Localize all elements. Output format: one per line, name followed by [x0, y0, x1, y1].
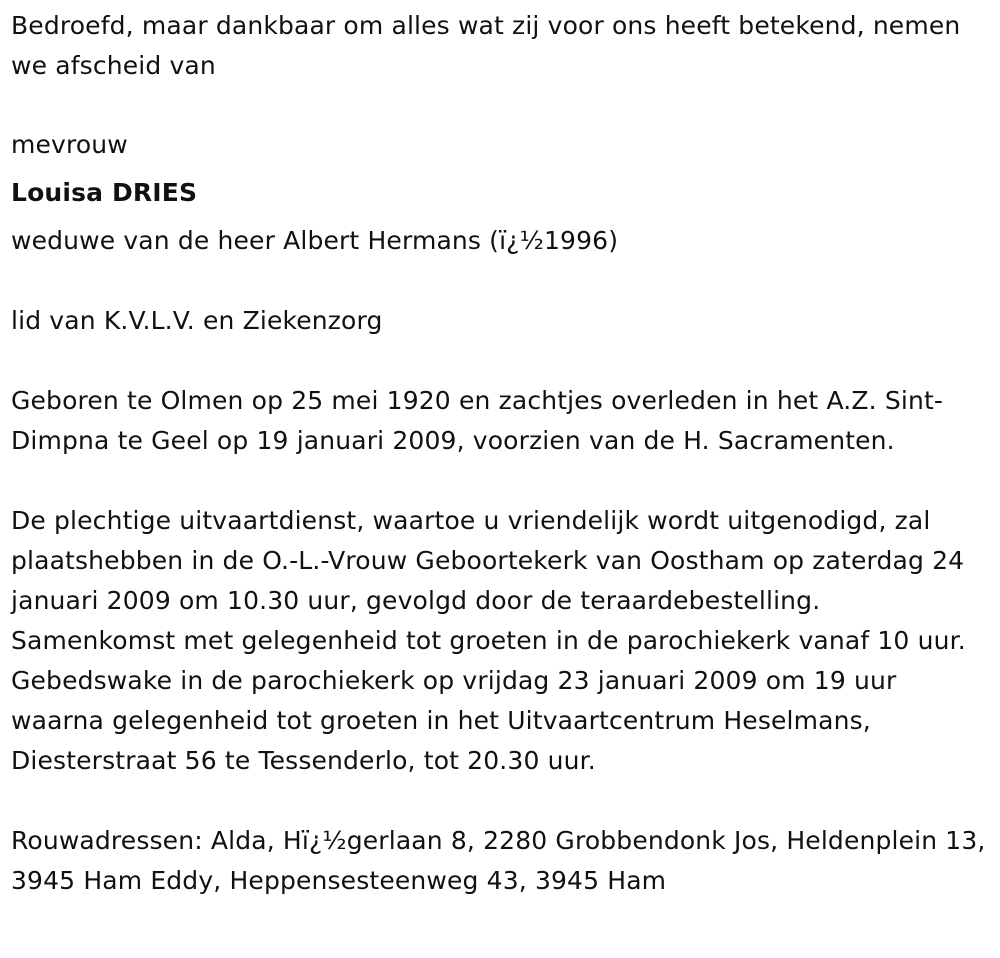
spacer: [11, 781, 986, 821]
salutation: mevrouw: [11, 130, 128, 159]
spacer: [11, 461, 986, 501]
widow-of-text: weduwe van de heer Albert Hermans (ï¿½1996): [11, 226, 619, 255]
funeral-text: De plechtige uitvaartdienst, waartoe u vriendelijk wordt uitgenodigd, zal plaatshebben in de O.-L.-Vrouw Geboortekerk van Oostham op zaterdag 24 januari 2009 om 10.30 uur, gevolgd door de teraardebestelling. Samenkomst met gelegenheid tot groeten in de parochiekerk vanaf 10 uur. Gebedswake in de parochiekerk op vrijdag 23 januari 2009 om 19 uur waarna gelegenheid tot groeten in het Uitvaartcentrum Heselmans, Diesterstraat 56 te Tessenderlo, tot 20.30 uur.: [11, 506, 966, 775]
birth-death-text: Geboren te Olmen op 25 mei 1920 en zachtjes overleden in het A.Z. Sint-Dimpna te Geel op 19 januari 2009, voorzien van de H. Sacramenten.: [11, 386, 944, 455]
spacer: [11, 86, 986, 125]
membership-text: lid van K.V.L.V. en Ziekenzorg: [11, 306, 383, 335]
obituary-notice: [11, 6, 986, 901]
deceased-name: Louisa DRIES: [11, 178, 198, 207]
intro-text: Bedroefd, maar dankbaar om alles wat zij voor ons heeft betekend, nemen we afscheid van: [11, 11, 961, 80]
spacer: [11, 261, 986, 301]
spacer: [11, 341, 986, 381]
addresses-text: Rouwadressen: Alda, Hï¿½gerlaan 8, 2280 Grobbendonk Jos, Heldenplein 13, 3945 Ham Eddy, Heppensesteenweg 43, 3945 Ham: [11, 826, 986, 895]
